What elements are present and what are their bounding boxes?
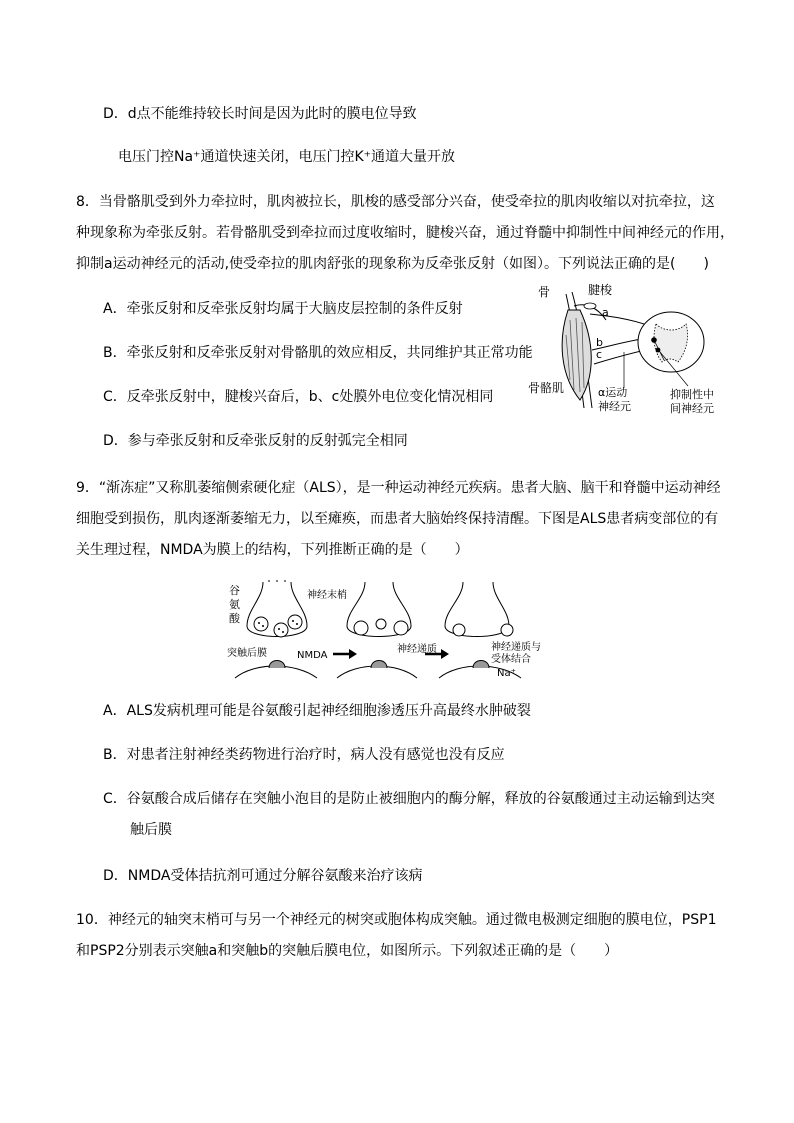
q10-stem-line1: 10．神经元的轴突末梢可与另一个神经元的树突或胞体构成突触。通过微电极测定细胞的膜电位，PSP1 bbox=[76, 912, 717, 928]
q8-reflex-figure bbox=[528, 280, 728, 420]
label-terminal: 神经末梢 bbox=[307, 590, 347, 601]
q9-option-d: D．NMDA受体拮抗剂可通过分解谷氨酸来治疗该病 bbox=[103, 868, 423, 884]
label-postsyn: 突触后膜 bbox=[227, 648, 267, 659]
q8-stem-line1: 8．当骨骼肌受到外力牵拉时，肌肉被拉长，肌梭的感受部分兴奋，使受牵拉的肌肉收缩以对抗牵拉，这 bbox=[76, 194, 715, 210]
q9-stem-line3: 关生理过程，NMDA为膜上的结构，下列推断正确的是（ ） bbox=[76, 542, 469, 558]
label-a: a bbox=[602, 306, 609, 319]
label-b: b bbox=[596, 336, 603, 349]
q8-stem-line2: 种现象称为牵张反射。若骨骼肌受到牵拉而过度收缩时，腱梭兴奋，通过脊髓中抑制性中间神经元的作用， bbox=[76, 225, 734, 241]
q9-option-b: B．对患者注射神经类药物进行治疗时，病人没有感觉也没有反应 bbox=[103, 747, 505, 763]
label-c: c bbox=[596, 348, 603, 361]
label-tendon: 腱梭 bbox=[588, 283, 613, 297]
label-glu-2: 氨 bbox=[229, 598, 240, 611]
label-bind-2: 受体结合 bbox=[491, 654, 531, 665]
q9-stem-line2: 细胞受到损伤，肌肉逐渐萎缩无力，以至瘫痪，而患者大脑始终保持清醒。下图是ALS患者病变部位的有 bbox=[76, 511, 719, 527]
label-bone: 骨 bbox=[538, 285, 551, 299]
q9-synapse-figure bbox=[225, 578, 547, 686]
q7-option-d: D．d点不能维持较长时间是因为此时的膜电位导致 bbox=[103, 106, 417, 122]
q8-stem-line3: 抑制a运动神经元的活动,使受牵拉的肌肉舒张的现象称为反牵张反射（如图）。下列说法正确的是( ) bbox=[76, 256, 709, 272]
q9-option-a: A．ALS发病机理可能是谷氨酸引起神经细胞渗透压升高最终水肿破裂 bbox=[103, 703, 531, 719]
label-inhib-1: 抑制性中 bbox=[670, 388, 714, 401]
label-motor-1: α运动 bbox=[598, 386, 628, 399]
label-motor-2: 神经元 bbox=[598, 400, 631, 413]
q8-option-d: D．参与牵张反射和反牵张反射的反射弧完全相同 bbox=[103, 433, 408, 449]
label-nmda: NMDA bbox=[297, 650, 328, 661]
q8-option-c: C．反牵张反射中，腱梭兴奋后，b、c处膜外电位变化情况相同 bbox=[103, 389, 494, 405]
label-na: Na⁺ bbox=[497, 668, 516, 679]
q8-option-a: A．牵张反射和反牵张反射均属于大脑皮层控制的条件反射 bbox=[103, 301, 463, 317]
q10-stem-line2: 和PSP2分别表示突触a和突触b的突触后膜电位，如图所示。下列叙述正确的是（ ） bbox=[76, 943, 619, 959]
label-muscle: 骨骼肌 bbox=[528, 381, 565, 395]
q9-option-c: C．谷氨酸合成后储存在突触小泡目的是防止被细胞内的酶分解，释放的谷氨酸通过主动运输到达突 bbox=[103, 791, 715, 807]
q9-option-c-cont: 触后膜 bbox=[130, 822, 172, 838]
label-inhib-2: 间神经元 bbox=[670, 402, 714, 415]
label-glu-3: 酸 bbox=[229, 612, 240, 625]
label-transmitter: 神经递质 bbox=[397, 644, 437, 655]
q9-stem-line1: 9．“渐冻症”又称肌萎缩侧索硬化症（ALS），是一种运动神经元疾病。患者大脑、脑干和脊髓中运动神经 bbox=[76, 480, 721, 496]
label-bind-1: 神经递质与 bbox=[491, 642, 541, 653]
q8-option-b: B．牵张反射和反牵张反射对骨骼肌的效应相反，共同维护其正常功能 bbox=[103, 345, 533, 361]
q7-option-d-cont: 电压门控Na⁺通道快速关闭，电压门控K⁺通道大量开放 bbox=[118, 149, 456, 165]
label-glu-1: 谷 bbox=[229, 584, 240, 597]
